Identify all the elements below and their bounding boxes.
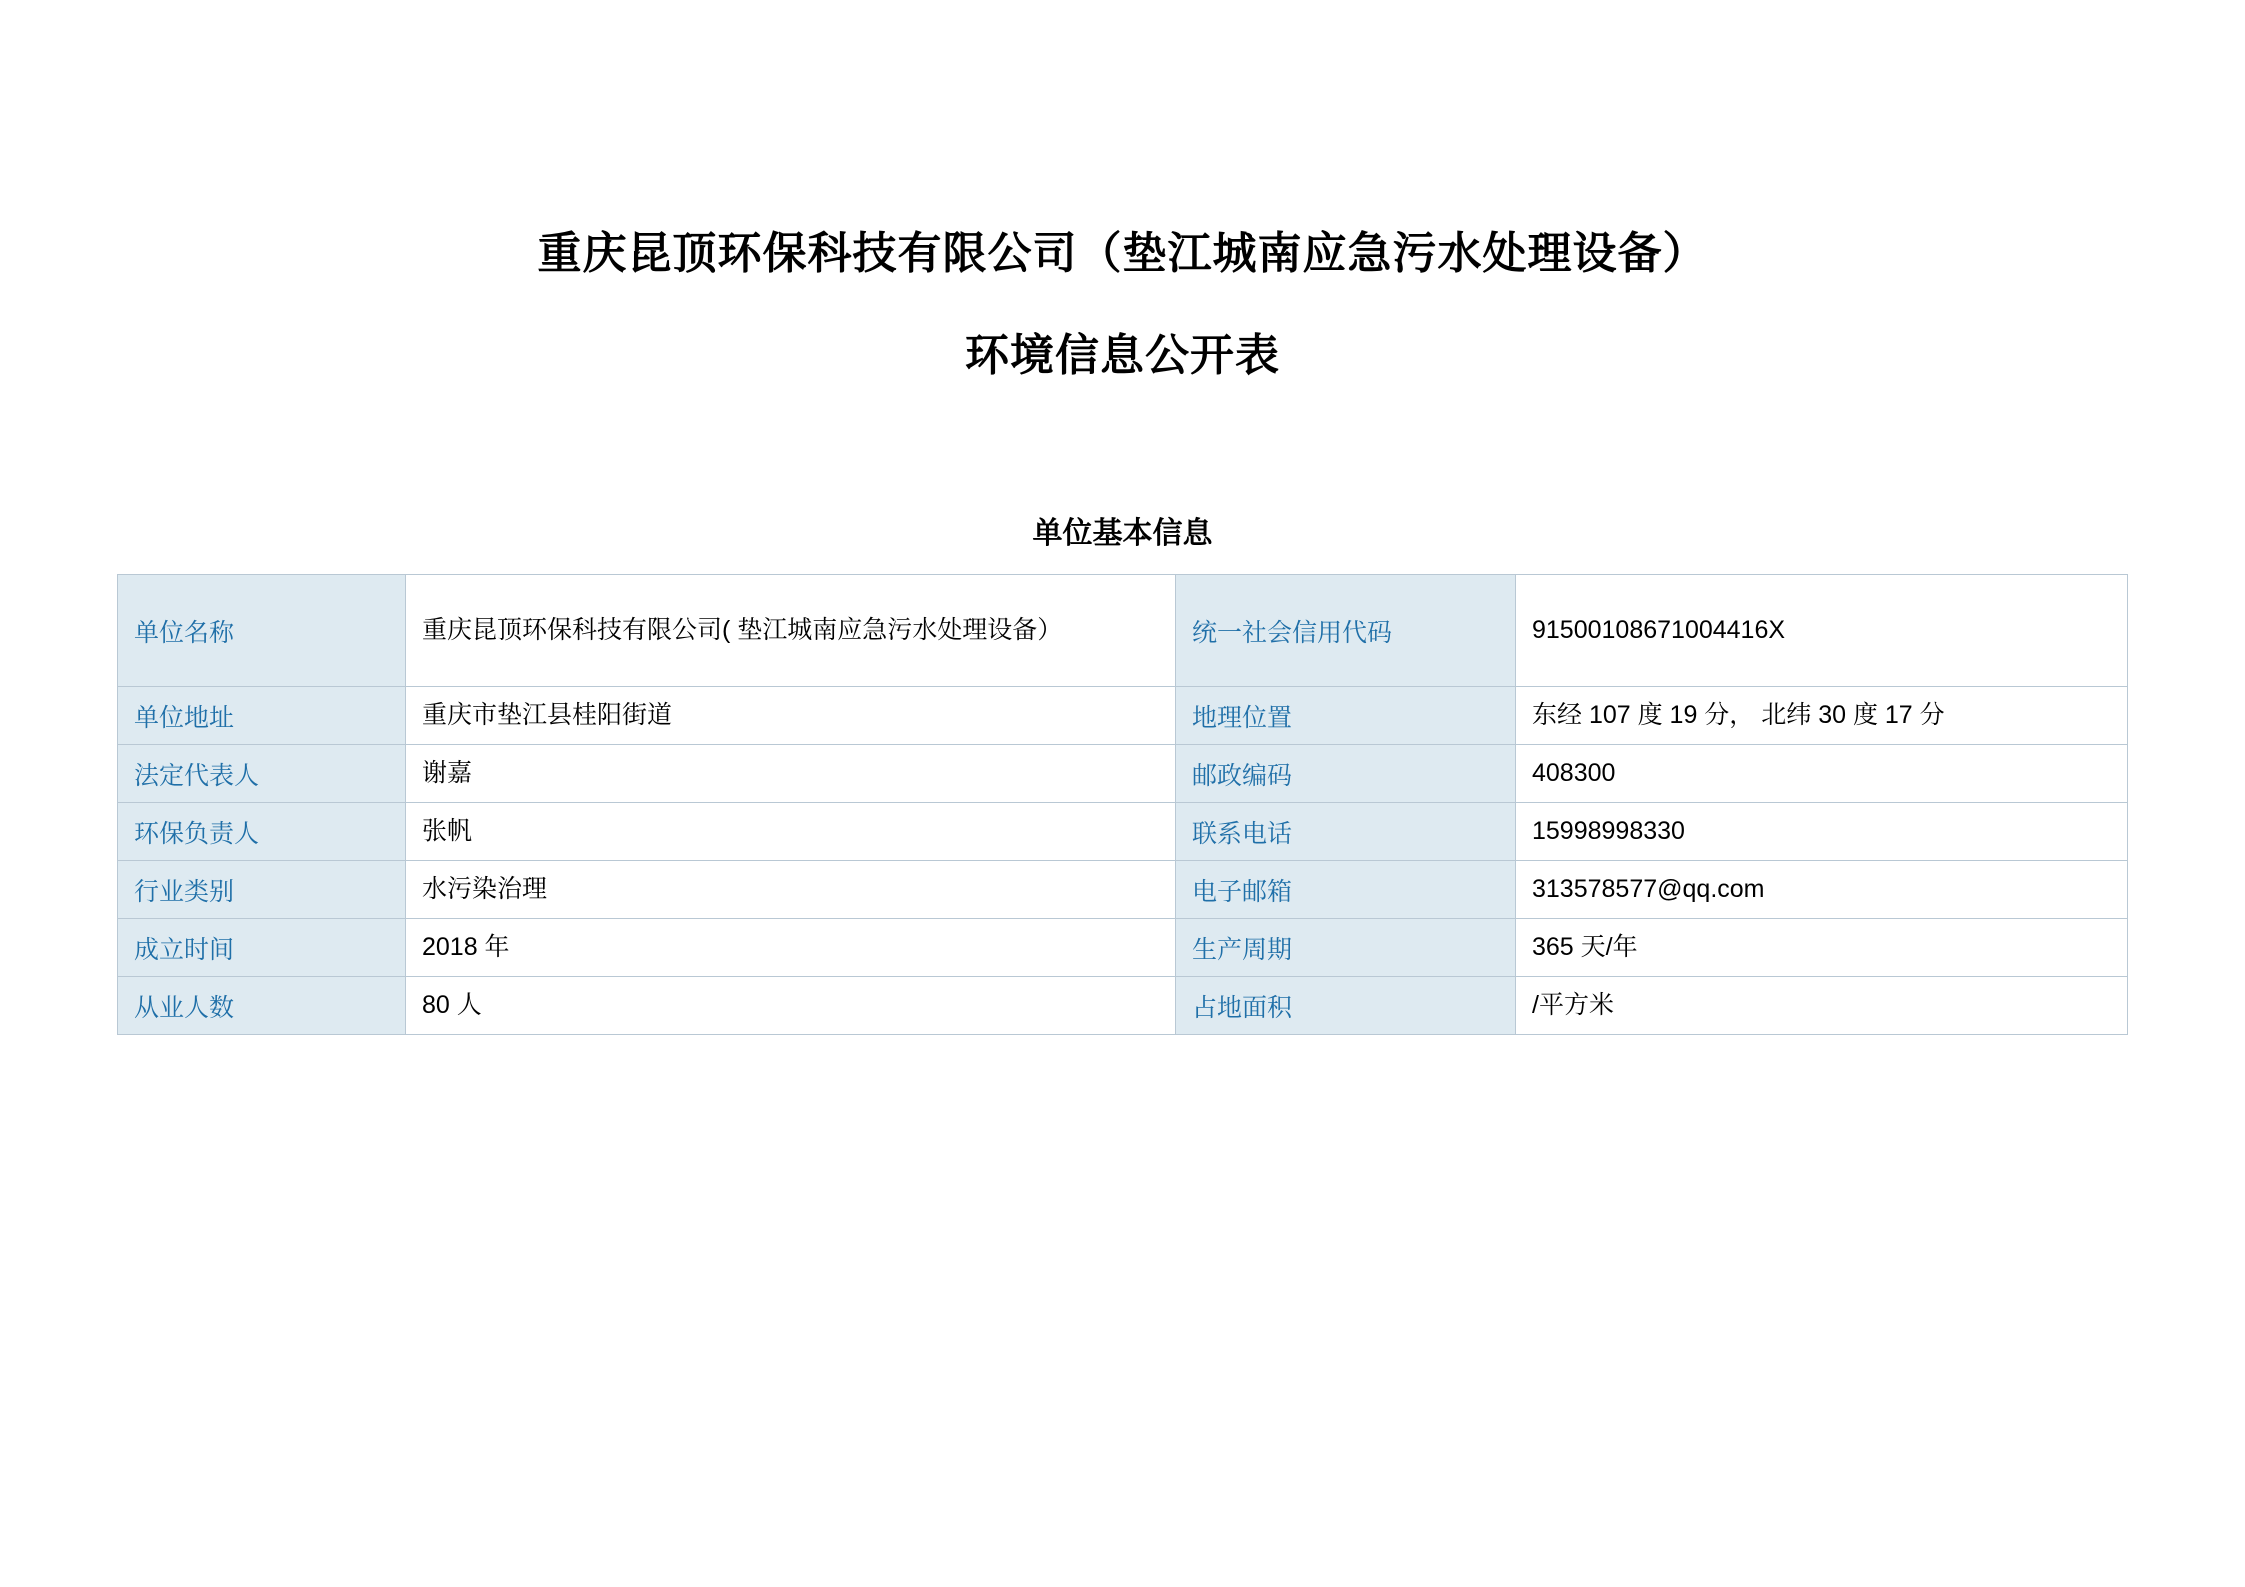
row-value-land-area: /平方米 [1516,977,2128,1035]
row-value-company-name: 重庆昆顶环保科技有限公司( 垫江城南应急污水处理设备） [406,575,1176,687]
row-value-employee-count: 80 人 [406,977,1176,1035]
table-row [118,919,2128,977]
page-title-line-1: 重庆昆顶环保科技有限公司（垫江城南应急污水处理设备） [537,229,1708,278]
row-value-legal-representative: 谢嘉 [406,745,1176,803]
row-label-industry: 行业类别 [118,861,406,919]
row-value-industry: 水污染治理 [406,861,1176,919]
basic-info-table-body [118,575,2128,1035]
row-label-employee-count: 从业人数 [118,977,406,1035]
table-row [118,687,2128,745]
row-value-credit-code: 91500108671004416X [1516,575,2128,687]
row-value-postal-code: 408300 [1516,745,2128,803]
basic-info-table [117,574,2128,1035]
table-row [118,575,2128,687]
row-label-geo-location: 地理位置 [1176,687,1516,745]
page-title-line-2: 环境信息公开表 [965,331,1280,380]
table-row [118,977,2128,1035]
row-value-env-manager: 张帆 [406,803,1176,861]
row-label-env-manager: 环保负责人 [118,803,406,861]
row-label-email: 电子邮箱 [1176,861,1516,919]
row-label-phone: 联系电话 [1176,803,1516,861]
table-row [118,745,2128,803]
section-title: 单位基本信息 [1032,517,1213,550]
row-value-phone: 15998998330 [1516,803,2128,861]
document-title-block [0,0,2245,378]
row-value-geo-location: 东经 107 度 19 分， 北纬 30 度 17 分 [1516,687,2128,745]
row-label-company-name: 单位名称 [118,575,406,687]
row-value-establish-date: 2018 年 [406,919,1176,977]
row-label-production-cycle: 生产周期 [1176,919,1516,977]
row-label-establish-date: 成立时间 [118,919,406,977]
row-label-address: 单位地址 [118,687,406,745]
row-label-land-area: 占地面积 [1176,977,1516,1035]
row-label-legal-representative: 法定代表人 [118,745,406,803]
row-value-email: 313578577@qq.com [1516,861,2128,919]
row-value-address: 重庆市垫江县桂阳街道 [406,687,1176,745]
table-row [118,803,2128,861]
row-value-production-cycle: 365 天/年 [1516,919,2128,977]
row-label-postal-code: 邮政编码 [1176,745,1516,803]
row-label-credit-code: 统一社会信用代码 [1176,575,1516,687]
table-row [118,861,2128,919]
